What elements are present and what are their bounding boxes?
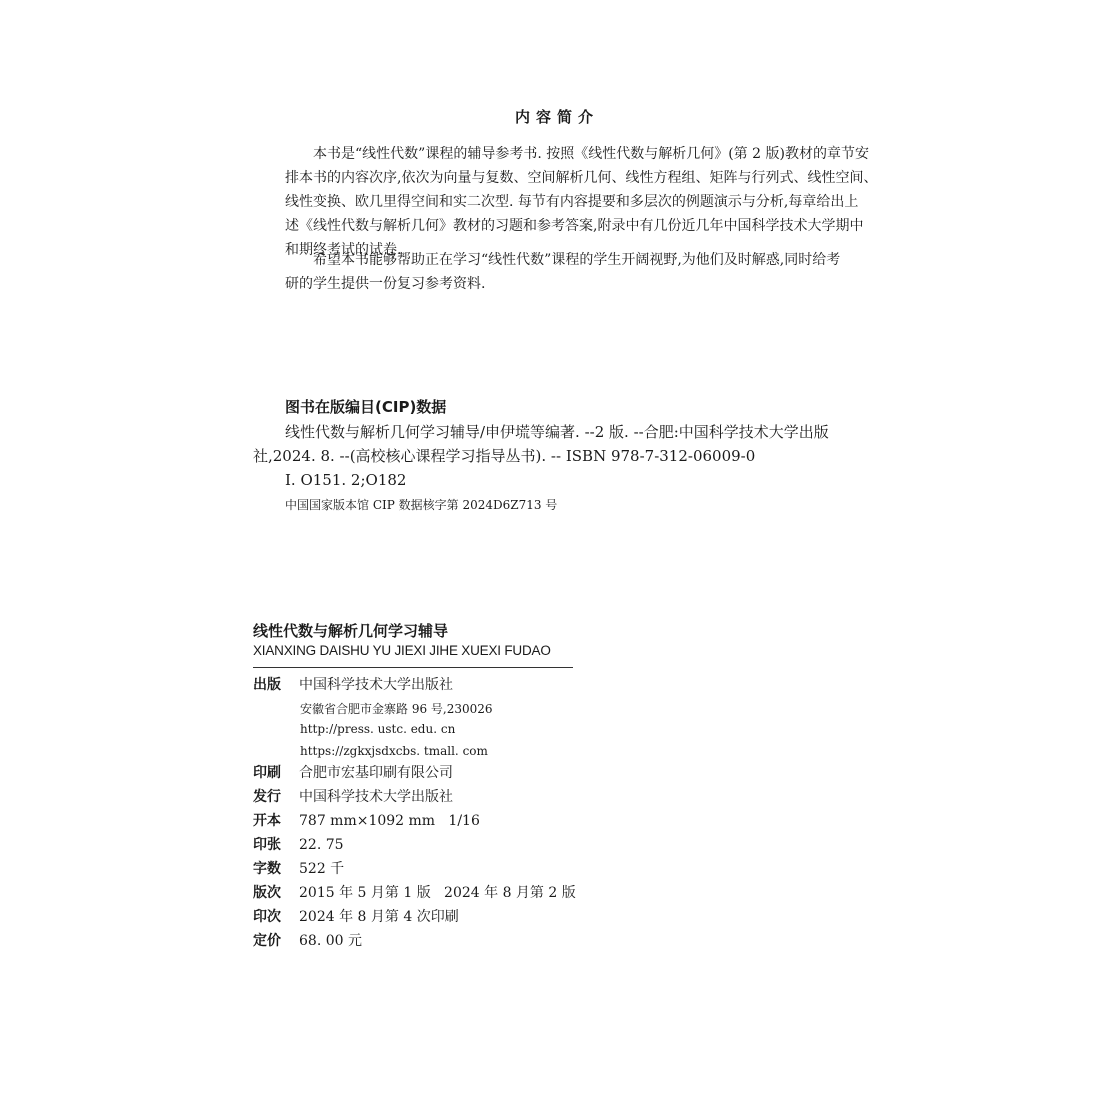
printer-label: 印刷 (253, 765, 281, 781)
divider-rule (253, 667, 573, 668)
cip-line-2: 社,2024. 8. --(高校核心课程学习指导丛书). -- ISBN 978-7-312-06009-0 (253, 447, 756, 465)
intro-line: 本书是“线性代数”课程的辅导参考书. 按照《线性代数与解析几何》(第 2 版)教材的章节安 (313, 146, 869, 162)
words-value: 522 千 (299, 861, 345, 877)
book-title: 线性代数与解析几何学习辅导 (253, 622, 449, 640)
printing-label: 印次 (253, 909, 281, 925)
sheets-value: 22. 75 (299, 837, 344, 853)
publisher-address: 安徽省合肥市金寨路 96 号,230026 (300, 702, 493, 716)
price-label: 定价 (253, 933, 281, 949)
publisher-value: 中国科学技术大学出版社 (299, 677, 453, 693)
intro-title: 内容简介 (514, 108, 599, 126)
format-row (253, 810, 480, 832)
publisher-row (253, 674, 453, 696)
price-row (253, 930, 362, 952)
edition-label: 版次 (253, 885, 281, 901)
distributor-value: 中国科学技术大学出版社 (299, 789, 453, 805)
cip-note: 中国国家版本馆 CIP 数据核字第 2024D6Z713 号 (285, 498, 558, 512)
edition-value: 2015 年 5 月第 1 版 2024 年 8 月第 2 版 (299, 885, 576, 901)
intro-paragraph-1 (285, 142, 878, 262)
format-value: 787 mm×1092 mm 1/16 (299, 813, 480, 829)
book-pinyin-title: XIANXING DAISHU YU JIEXI JIHE XUEXI FUDAO (253, 643, 551, 658)
intro-line: 希望本书能够帮助正在学习“线性代数”课程的学生开阔视野,为他们及时解惑,同时给考 (313, 252, 841, 268)
publisher-label: 出版 (253, 677, 281, 693)
printer-value: 合肥市宏基印刷有限公司 (299, 765, 453, 781)
intro-line: 线性变换、欧几里得空间和实二次型. 每节有内容提要和多层次的例题演示与分析,每章给出上 (285, 194, 859, 210)
cip-line-3: Ⅰ. O151. 2;O182 (285, 471, 407, 489)
sheets-label: 印张 (253, 837, 281, 853)
publisher-url-1: http://press. ustc. edu. cn (300, 722, 456, 736)
distributor-row (253, 786, 453, 808)
cip-line-1: 线性代数与解析几何学习辅导/申伊塃等编著. --2 版. --合肥:中国科学技术大学出版 (285, 423, 829, 441)
printing-row (253, 906, 459, 928)
words-label: 字数 (253, 861, 281, 877)
intro-line: 述《线性代数与解析几何》教材的习题和参考答案,附录中有几份近几年中国科学技术大学期中 (285, 218, 864, 234)
intro-paragraph-2 (285, 248, 841, 296)
format-label: 开本 (253, 813, 281, 829)
printing-value: 2024 年 8 月第 4 次印刷 (299, 909, 459, 925)
distributor-label: 发行 (253, 789, 281, 805)
price-value: 68. 00 元 (299, 933, 362, 949)
intro-line: 排本书的内容次序,依次为向量与复数、空间解析几何、线性方程组、矩阵与行列式、线性空间、 (285, 170, 878, 186)
publisher-url-2: https://zgkxjsdxcbs. tmall. com (300, 744, 488, 758)
intro-line: 研的学生提供一份复习参考资料. (285, 276, 486, 292)
intro-line: 和期终考试的试卷. (285, 242, 402, 258)
sheets-row (253, 834, 344, 856)
edition-row (253, 882, 576, 904)
cip-heading: 图书在版编目(CIP)数据 (285, 398, 447, 416)
words-row (253, 858, 344, 880)
printer-row (253, 762, 453, 784)
